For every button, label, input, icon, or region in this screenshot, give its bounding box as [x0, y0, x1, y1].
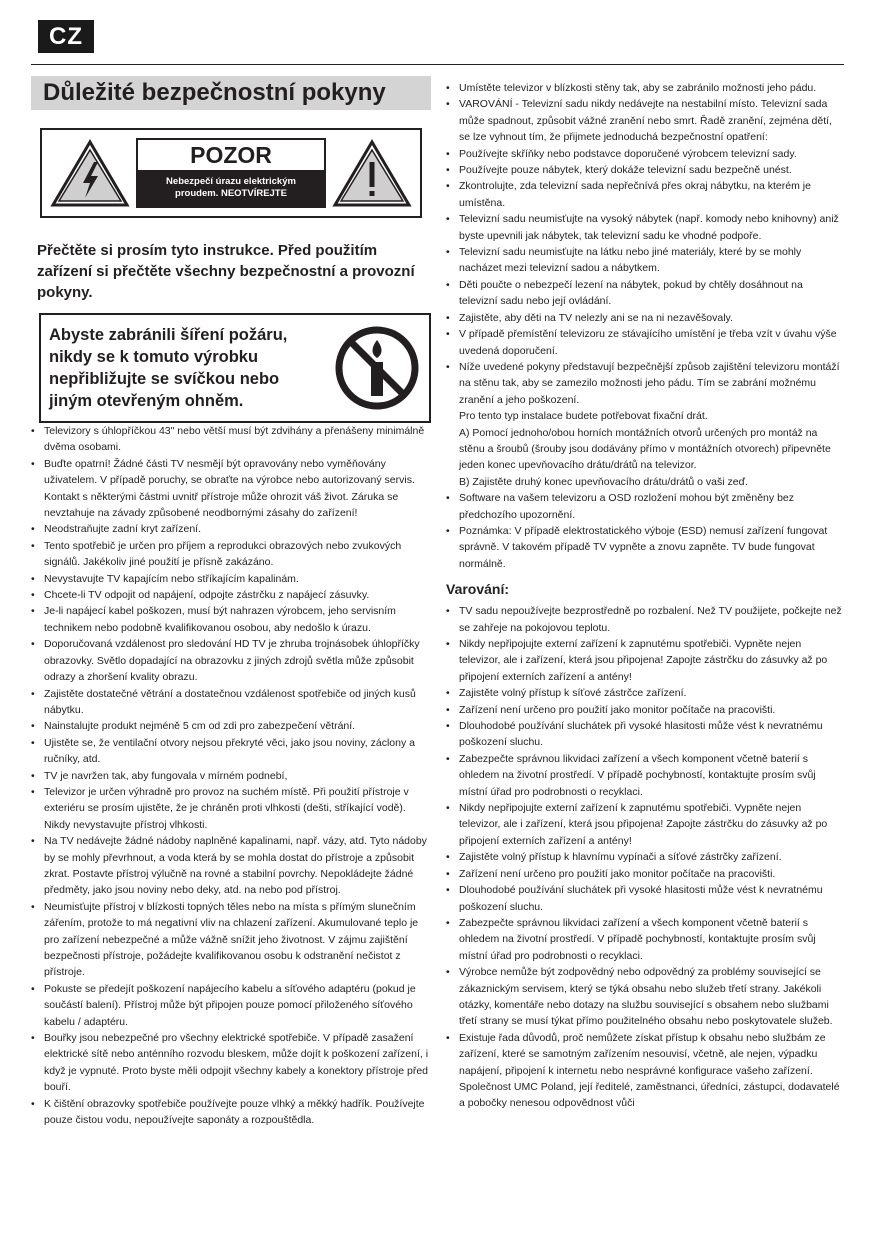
- list-item: • Níže uvedené pokyny představují bezpečnější způsob zajištění televizoru montáží na stěnu tak, aby se zamezilo možnosti jeho pádu. Tím se zabrání možnému zranění a jeho poškození.: [446, 359, 843, 408]
- list-item: • Umístěte televizor v blízkosti stěny tak, aby se zabránilo možnosti jeho pádu.: [446, 80, 843, 96]
- safety-list-right: [446, 80, 843, 408]
- list-item: • Zajistěte, aby děti na TV nelezly ani se na ni nezavěšovaly.: [446, 310, 843, 326]
- list-item: • Chcete-li TV odpojit od napájení, odpojte zástrčku z napájecí zásuvky.: [31, 587, 431, 603]
- mounting-paragraph: Pro tento typ instalace budete potřebovat fixační drát.: [459, 410, 708, 423]
- list-item: • Děti poučte o nebezpečí lezení na nábytek, pokud by chtěly dosáhnout na televizní sadu nebo její ovládání.: [446, 277, 843, 310]
- safety-list-left: [31, 423, 431, 1128]
- warning-item: • Dlouhodobé používání sluchátek při vysoké hlasitosti může vést k nevratnému poškození sluchu.: [446, 718, 843, 751]
- list-item: • Neodstraňujte zadní kryt zařízení.: [31, 521, 431, 537]
- list-item: • Ujistěte se, že ventilační otvory nejsou překryté věci, jako jsou noviny, záclony a ručníky, atd.: [31, 735, 431, 768]
- warning-item: • Zabezpečte správnou likvidaci zařízení a všech komponent včetně baterií s ohledem na životní prostředí. V případě pochybností, kontaktujte prosím svůj místní úřad pro podrobnosti o recyklaci.: [446, 751, 843, 800]
- no-open-flame-icon: [333, 324, 421, 412]
- list-item: • Zajistěte dostatečné větrání a dostatečnou vzdálenost spotřebiče od jiných kusů nábytku.: [31, 686, 431, 719]
- header-divider: [31, 64, 844, 65]
- list-item: • Poznámka: V případě elektrostatického výboje (ESD) nemusí zařízení fungovat správně. V takovém případě TV vypněte a znovu zapněte. TV bude fungovat normálně.: [446, 523, 843, 572]
- warning-item: • Výrobce nemůže být zodpovědný nebo odpovědný za problémy související se zákaznickým servisem, který se týká obsahu nebo služeb třetí strany. Jakékoli otázky, komentáře nebo dotazy na službu související s obsahem nebo službami třetí strany se musí týkat přímo použitelného obsahu nebo poskytovatele služeb.: [446, 964, 843, 1030]
- list-item: • K čištění obrazovky spotřebiče používejte pouze vlhký a měkký hadřík. Používejte pouze čistou vodu, nepoužívejte saponáty a rozpouštědla.: [31, 1096, 431, 1129]
- list-item: • Televizní sadu neumisťujte na vysoký nábytek (např. komody nebo knihovny) aniž byste upevnili jak nábytek, tak televizní sadu ke vhodné podpoře.: [446, 211, 843, 244]
- list-item: • Bouřky jsou nebezpečné pro všechny elektrické spotřebiče. V případě zasažení elektrické sítě nebo anténního rozvodu bleskem, může dojít k poškození zařízení, i když je vypnuté. Proto byste měli odpojit všechny kabely a konektory přístroje před bouří.: [31, 1030, 431, 1096]
- list-item: • Tento spotřebič je určen pro příjem a reprodukci obrazových nebo zvukových signálů. Jakékoliv jiné použití je přísně zakázáno.: [31, 538, 431, 571]
- list-item: • TV je navržen tak, aby fungovala v mírném podnebí,: [31, 768, 431, 784]
- warning-item: • Zařízení není určeno pro použití jako monitor počítače na pracovišti.: [446, 702, 843, 718]
- electric-shock-warning-icon: [50, 138, 130, 208]
- fire-warning-text: Abyste zabránili šíření požáru, nikdy se k tomuto výrobku nepřibližujte se svíčkou nebo jiným otevřeným ohněm.: [49, 326, 288, 410]
- warning-item: • Nikdy nepřipojujte externí zařízení k zapnutému spotřebiči. Vypněte nejen televizor, ale i zařízení, která jsou připojena! Zapojte zástrčku do zásuvky až po připojení externích zařízení a antény!: [446, 636, 843, 685]
- list-item: • Buďte opatrní! Žádné části TV nesmějí být opravovány nebo vyměňovány uživatelem. V případě poruchy, se obraťte na výrobce nebo autorizovaný servis. Kontakt s některými částmi uvnitř přístroje může ohrozit váš život. Záruka se nevztahuje na závady způsobené neodbornými zásahy do zařízení!: [31, 456, 431, 522]
- language-badge: CZ: [38, 20, 94, 53]
- warnings-list: [446, 603, 843, 1112]
- warning-item: • Zabezpečte správnou likvidaci zařízení a všech komponent včetně baterií s ohledem na životní prostředí. V případě pochybností, kontaktujte prosím svůj místní úřad pro podrobnosti o recyklaci.: [446, 915, 843, 964]
- list-item: • Je-li napájecí kabel poškozen, musí být nahrazen výrobcem, jeho servisním technikem nebo podobně kvalifikovanou osobou, aby nedošlo k úrazu.: [31, 603, 431, 636]
- warning-item: • Existuje řada důvodů, proč nemůžete získat přístup k obsahu nebo službám ze zařízení, které se samotným zařízením nesouvisí, včetně, ale nejen, výpadku napájení, připojení k internetu nebo nesprávné konfigurace vašeho zařízení. Společnost UMC Poland, její ředitelé, zaměstnanci, úředníci, zástupci, dodavatelé a pobočky nenesou odpovědnost vůči: [446, 1030, 843, 1112]
- list-item: • V případě přemístění televizoru ze stávajícího umístění je třeba vzít v úvahu výše uvedená doporučení.: [446, 326, 843, 359]
- list-item: • Nainstalujte produkt nejméně 5 cm od zdi pro zabezpečení větrání.: [31, 718, 431, 734]
- list-item: • Software na vašem televizoru a OSD rozložení mohou být změněny bez předchozího upozornění.: [446, 490, 843, 523]
- list-item: • Na TV nedávejte žádné nádoby naplněné kapalinami, např. vázy, atd. Tyto nádoby by se mohly převrhnout, a voda která by se mohla dostat do přístroje a způsobit zkrat. Postavte přístroj výlučně na rovné a stabilní povrchy. Nepokládejte žádné předměty, jako jsou noviny nebo deky, atd. na nebo pod přístroj.: [31, 833, 431, 899]
- mounting-instructions: [446, 408, 843, 490]
- section-title: Důležité bezpečnostní pokyny: [31, 76, 431, 110]
- exclamation-warning-icon: [332, 138, 412, 208]
- warning-item: • TV sadu nepoužívejte bezprostředně po rozbalení. Než TV použijete, počkejte než se zahřeje na pokojovou teplotu.: [446, 603, 843, 636]
- warning-item: • Zajistěte volný přístup k síťové zástrčce zařízení.: [446, 685, 843, 701]
- mounting-paragraph: B) Zajistěte druhý konec upevňovacího drátu/drátů o vaši zeď.: [459, 475, 748, 488]
- warning-item: • Zařízení není určeno pro použití jako monitor počítače na pracovišti.: [446, 866, 843, 882]
- intro-text: Přečtěte si prosím tyto instrukce. Před použitím zařízení si přečtěte všechny bezpečnostní a provozní pokyny.: [37, 242, 415, 301]
- warning-item: • Dlouhodobé používání sluchátek při vysoké hlasitosti může vést k nevratnému poškození sluchu.: [446, 882, 843, 915]
- list-item: • Používejte pouze nábytek, který dokáže televizní sadu bezpečně unést.: [446, 162, 843, 178]
- list-item: • Televizor je určen výhradně pro provoz na suchém místě. Při použití přístroje v exteriéru se prosím ujistěte, že je chráněn proti vlhkosti (dešti, stříkající vodě). Nikdy nevystavujte přístroj vlhkosti.: [31, 784, 431, 833]
- list-item: • Nevystavujte TV kapajícím nebo stříkajícím kapalinám.: [31, 571, 431, 587]
- left-column: [31, 76, 431, 1128]
- caution-text: [138, 170, 324, 206]
- list-item: • Televizory s úhlopříčkou 43" nebo větší musí být zdvihány a přenášeny minimálně dvěma osobami.: [31, 423, 431, 456]
- caution-text-line1: Nebezpečí úrazu elektrickým: [166, 176, 296, 187]
- caution-label: [136, 138, 326, 208]
- caution-title: POZOR: [138, 140, 324, 170]
- list-item: • Zkontrolujte, zda televizní sada nepřečnívá přes okraj nábytku, na kterém je umístěna.: [446, 178, 843, 211]
- fire-warning-box: [39, 313, 431, 423]
- list-item: • Doporučovaná vzdálenost pro sledování HD TV je zhruba trojnásobek úhlopříčky obrazovky. Světlo dopadající na obrazovku z jiných zdrojů světla může způsobit odrazy a zhoršení kvality obrazu.: [31, 636, 431, 685]
- warnings-title: Varování:: [446, 581, 510, 598]
- list-item: • Televizní sadu neumisťujte na látku nebo jiné materiály, které by se mohly nacházet mezi televizní sadou a nábytkem.: [446, 244, 843, 277]
- list-item: • Neumisťujte přístroj v blízkosti topných těles nebo na místa s přímým slunečním zářením, protože to má negativní vliv na chlazení zařízení. Akumulované teplo je pro zařízení nebezpečné a může vážně snížit jeho životnost. V zájmu zajištění bezpečnosti přístroje, požádejte kvalifikovanou osobu k odstranění nečistot z přístroje.: [31, 899, 431, 981]
- mounting-paragraph: A) Pomocí jednoho/obou horních montážních otvorů určených pro montáž na stěnu a šroubů (šrouby jsou dodávány přímo v montážních otvorech) připevněte jeden konec upevňovacího drátu/drátů na televizor.: [459, 426, 831, 472]
- warning-item: • Zajistěte volný přístup k hlavnímu vypínači a síťové zástrčky zařízení.: [446, 849, 843, 865]
- warning-item: • Nikdy nepřipojujte externí zařízení k zapnutému spotřebiči. Vypněte nejen televizor, ale i zařízení, která jsou připojena! Zapojte zástrčku do zásuvky až po připojení externích zařízení a antény!: [446, 800, 843, 849]
- list-item: • Pokuste se předejít poškození napájecího kabelu a síťového adaptéru (pokud je součástí balení). Přístroj může být připojen pouze pomocí přiloženého síťového kabelu / adaptéru.: [31, 981, 431, 1030]
- caution-text-line2: proudem. NEOTVÍREJTE: [175, 188, 287, 199]
- right-column: [446, 80, 843, 1112]
- list-item: • Používejte skříňky nebo podstavce doporučené výrobcem televizní sady.: [446, 146, 843, 162]
- caution-box: [40, 128, 422, 218]
- list-item: • VAROVÁNÍ - Televizní sadu nikdy nedávejte na nestabilní místo. Televizní sada může spadnout, způsobit vážné zranění nebo smrt. Řadě zranění, zejména dětí, se lze vyhnout tím, že přijmete jednoduchá bezpečnostní opatření:: [446, 96, 843, 145]
- safety-list-right-continued: [446, 490, 843, 572]
